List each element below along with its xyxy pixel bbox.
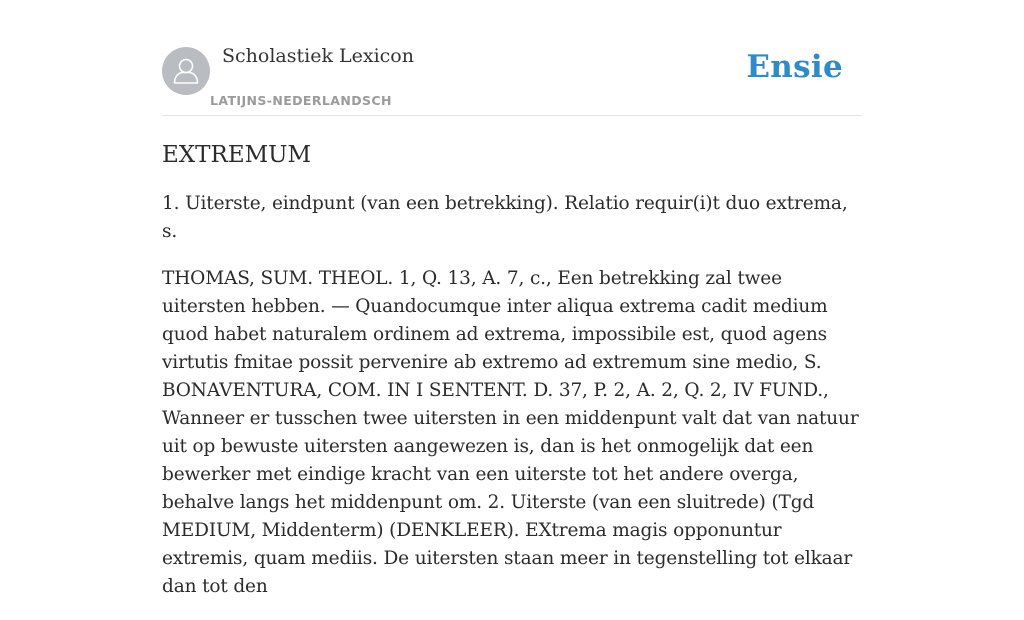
avatar[interactable] xyxy=(162,47,210,95)
source-subtitle: LATIJNS-NEDERLANDSCH xyxy=(210,93,392,108)
ensie-logo[interactable]: Ensie xyxy=(746,49,843,85)
header xyxy=(162,0,862,116)
entry-title: EXTREMUM xyxy=(162,142,312,168)
entry-paragraph: THOMAS, SUM. THEOL. 1, Q. 13, A. 7, c., Een betrekking zal twee uitersten hebben. — Quandocumque inter aliqua extrema cadit medium quod habet naturalem ordinem ad extrema, impossibile est, quod agens virtutis fmitae possit pervenire ab extremo ad extremum sine medio, S. BONAVENTURA, COM. IN I SENTENT. D. 37, P. 2, A. 2, Q. 2, IV FUND., Wanneer er tusschen twee uitersten in een middenpunt valt dat van natuur uit op bewuste uitersten aangewezen is, dan is het onmogelijk dat een bewerker met eindige kracht van een uiterste tot het andere overga, behalve langs het middenpunt om. 2. Uiterste (van een sluitrede) (Tgd MEDIUM, Middenterm) (DENKLEER). EXtrema magis opponuntur extremis, quam mediis. De uitersten staan meer in tegenstelling tot elkaar dan tot den xyxy=(162,268,859,597)
entry-paragraph: 1. Uiterste, eindpunt (van een betrekking). Relatio requir(i)t duo extrema, s. xyxy=(162,193,848,242)
entry-content xyxy=(162,140,862,620)
user-icon xyxy=(162,47,210,95)
source-title[interactable]: Scholastiek Lexicon xyxy=(222,45,414,67)
